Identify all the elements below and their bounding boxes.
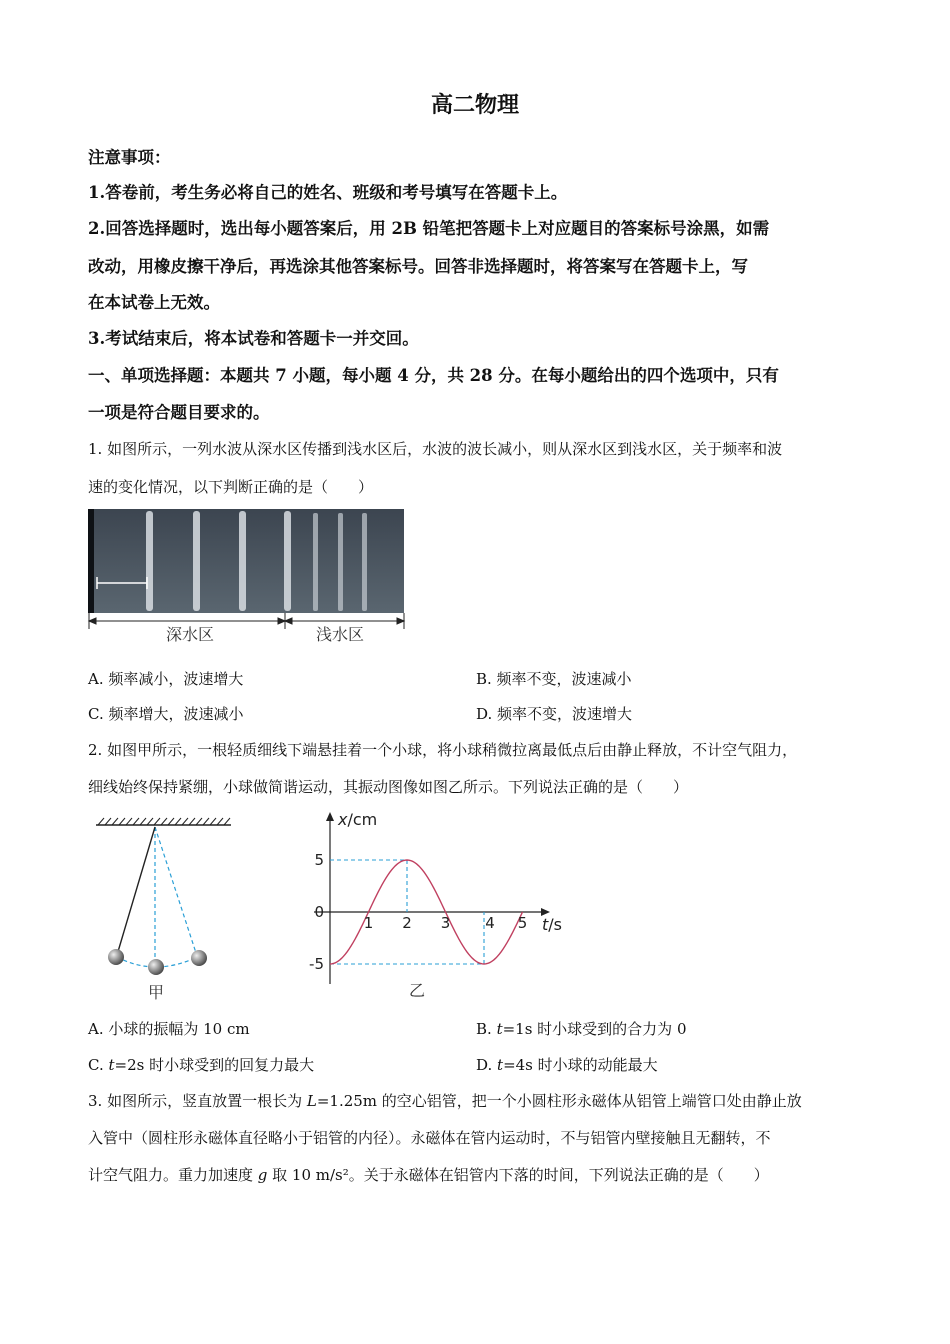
q2-pendulum-figure — [88, 815, 238, 1005]
notice-item-2-line-3: 在本试卷上无效。 — [88, 293, 220, 312]
ball-extreme — [191, 950, 207, 966]
q3-stem-line-2: 入管中（圆柱形永磁体直径略小于铝管的内径）。永磁体在管内运动时，不与铝管内壁接触且无翻转，不 — [88, 1129, 771, 1147]
q1-stem-line-2: 速的变化情况，以下判断正确的是（ ） — [88, 478, 374, 496]
q3-stem-line-3: 计空气阻力。重力加速度 g 取 10 m/s²。关于永磁体在铝管内下落的时间，下列说法正确的是（ ） — [88, 1166, 769, 1184]
notice-item-1: 1.答卷前，考生务必将自己的姓名、班级和考号填写在答题卡上。 — [88, 183, 568, 202]
section-heading-line-1: 一、单项选择题：本题共 7 小题，每小题 4 分，共 28 分。在每小题给出的四个选项中，只有 — [88, 366, 779, 385]
y-tick-label: -5 — [309, 955, 324, 973]
q1-stem-line-1: 1. 如图所示，一列水波从深水区传播到浅水区后，水波的波长减小，则从深水区到浅水区，关于频率和波 — [88, 440, 783, 458]
ball-released — [108, 949, 124, 965]
ceiling-hatch — [98, 818, 230, 825]
q2-stem-line-1: 2. 如图甲所示，一根轻质细线下端悬挂着一个小球，将小球稍微拉离最低点后由静止释放，不计空气阻力， — [88, 741, 798, 759]
x-tick-label: 5 — [517, 914, 528, 932]
notice-item-2-line-2: 改动，用橡皮擦干净后，再选涂其他答案标号。回答非选择题时，将答案写在答题卡上，写 — [88, 257, 748, 276]
q2-option-c[interactable]: C. t=2s 时小球受到的回复力最大 — [88, 1056, 315, 1074]
q1-option-b[interactable]: B. 频率不变，波速减小 — [476, 670, 632, 688]
x-tick-label: 1 — [363, 914, 374, 932]
figure-label-yi: 乙 — [408, 981, 426, 1000]
q2-option-a[interactable]: A. 小球的振幅为 10 cm — [88, 1020, 250, 1038]
q2-option-d[interactable]: D. t=4s 时小球的动能最大 — [476, 1056, 658, 1074]
notice-item-3: 3.考试结束后，将本试卷和答题卡一并交回。 — [88, 329, 419, 348]
q1-water-wave-figure — [86, 505, 410, 647]
notice-heading: 注意事项： — [88, 148, 171, 167]
deep-zone-label: 深水区 — [165, 625, 215, 644]
section-heading-line-2: 一项是符合题目要求的。 — [88, 403, 270, 422]
q1-option-c[interactable]: C. 频率增大，波速减小 — [88, 705, 244, 723]
q1-option-a[interactable]: A. 频率减小，波速增大 — [88, 670, 244, 688]
y-axis-label: x/cm — [338, 810, 378, 829]
y-tick-label: 5 — [314, 851, 324, 869]
x-tick-label: 2 — [402, 914, 412, 932]
x-axis-label: t/s — [542, 915, 563, 934]
y-tick-label: 0 — [314, 903, 324, 921]
ball-lowest — [148, 959, 164, 975]
x-tick-label: 3 — [440, 914, 451, 932]
q2-option-b[interactable]: B. t=1s 时小球受到的合力为 0 — [476, 1020, 687, 1038]
page-title: 高二物理 — [430, 92, 519, 118]
q2-vibration-graph — [300, 808, 570, 1008]
figure-label-jia: 甲 — [147, 983, 165, 1002]
q3-stem-line-1: 3. 如图所示，竖直放置一根长为 L=1.25m 的空心铝管，把一个小圆柱形永磁体从铝管上端管口处由静止放 — [88, 1092, 802, 1110]
notice-item-2-line-1: 2.回答选择题时，选出每小题答案后，用 2B 铅笔把答题卡上对应题目的答案标号涂黑，如需 — [88, 219, 770, 238]
shallow-zone-label: 浅水区 — [315, 625, 365, 644]
x-tick-label: 4 — [485, 914, 495, 932]
q2-stem-line-2: 细线始终保持紧绷，小球做简谐运动，其振动图像如图乙所示。下列说法正确的是（ ） — [88, 778, 689, 796]
q1-option-d[interactable]: D. 频率不变，波速增大 — [476, 705, 633, 723]
